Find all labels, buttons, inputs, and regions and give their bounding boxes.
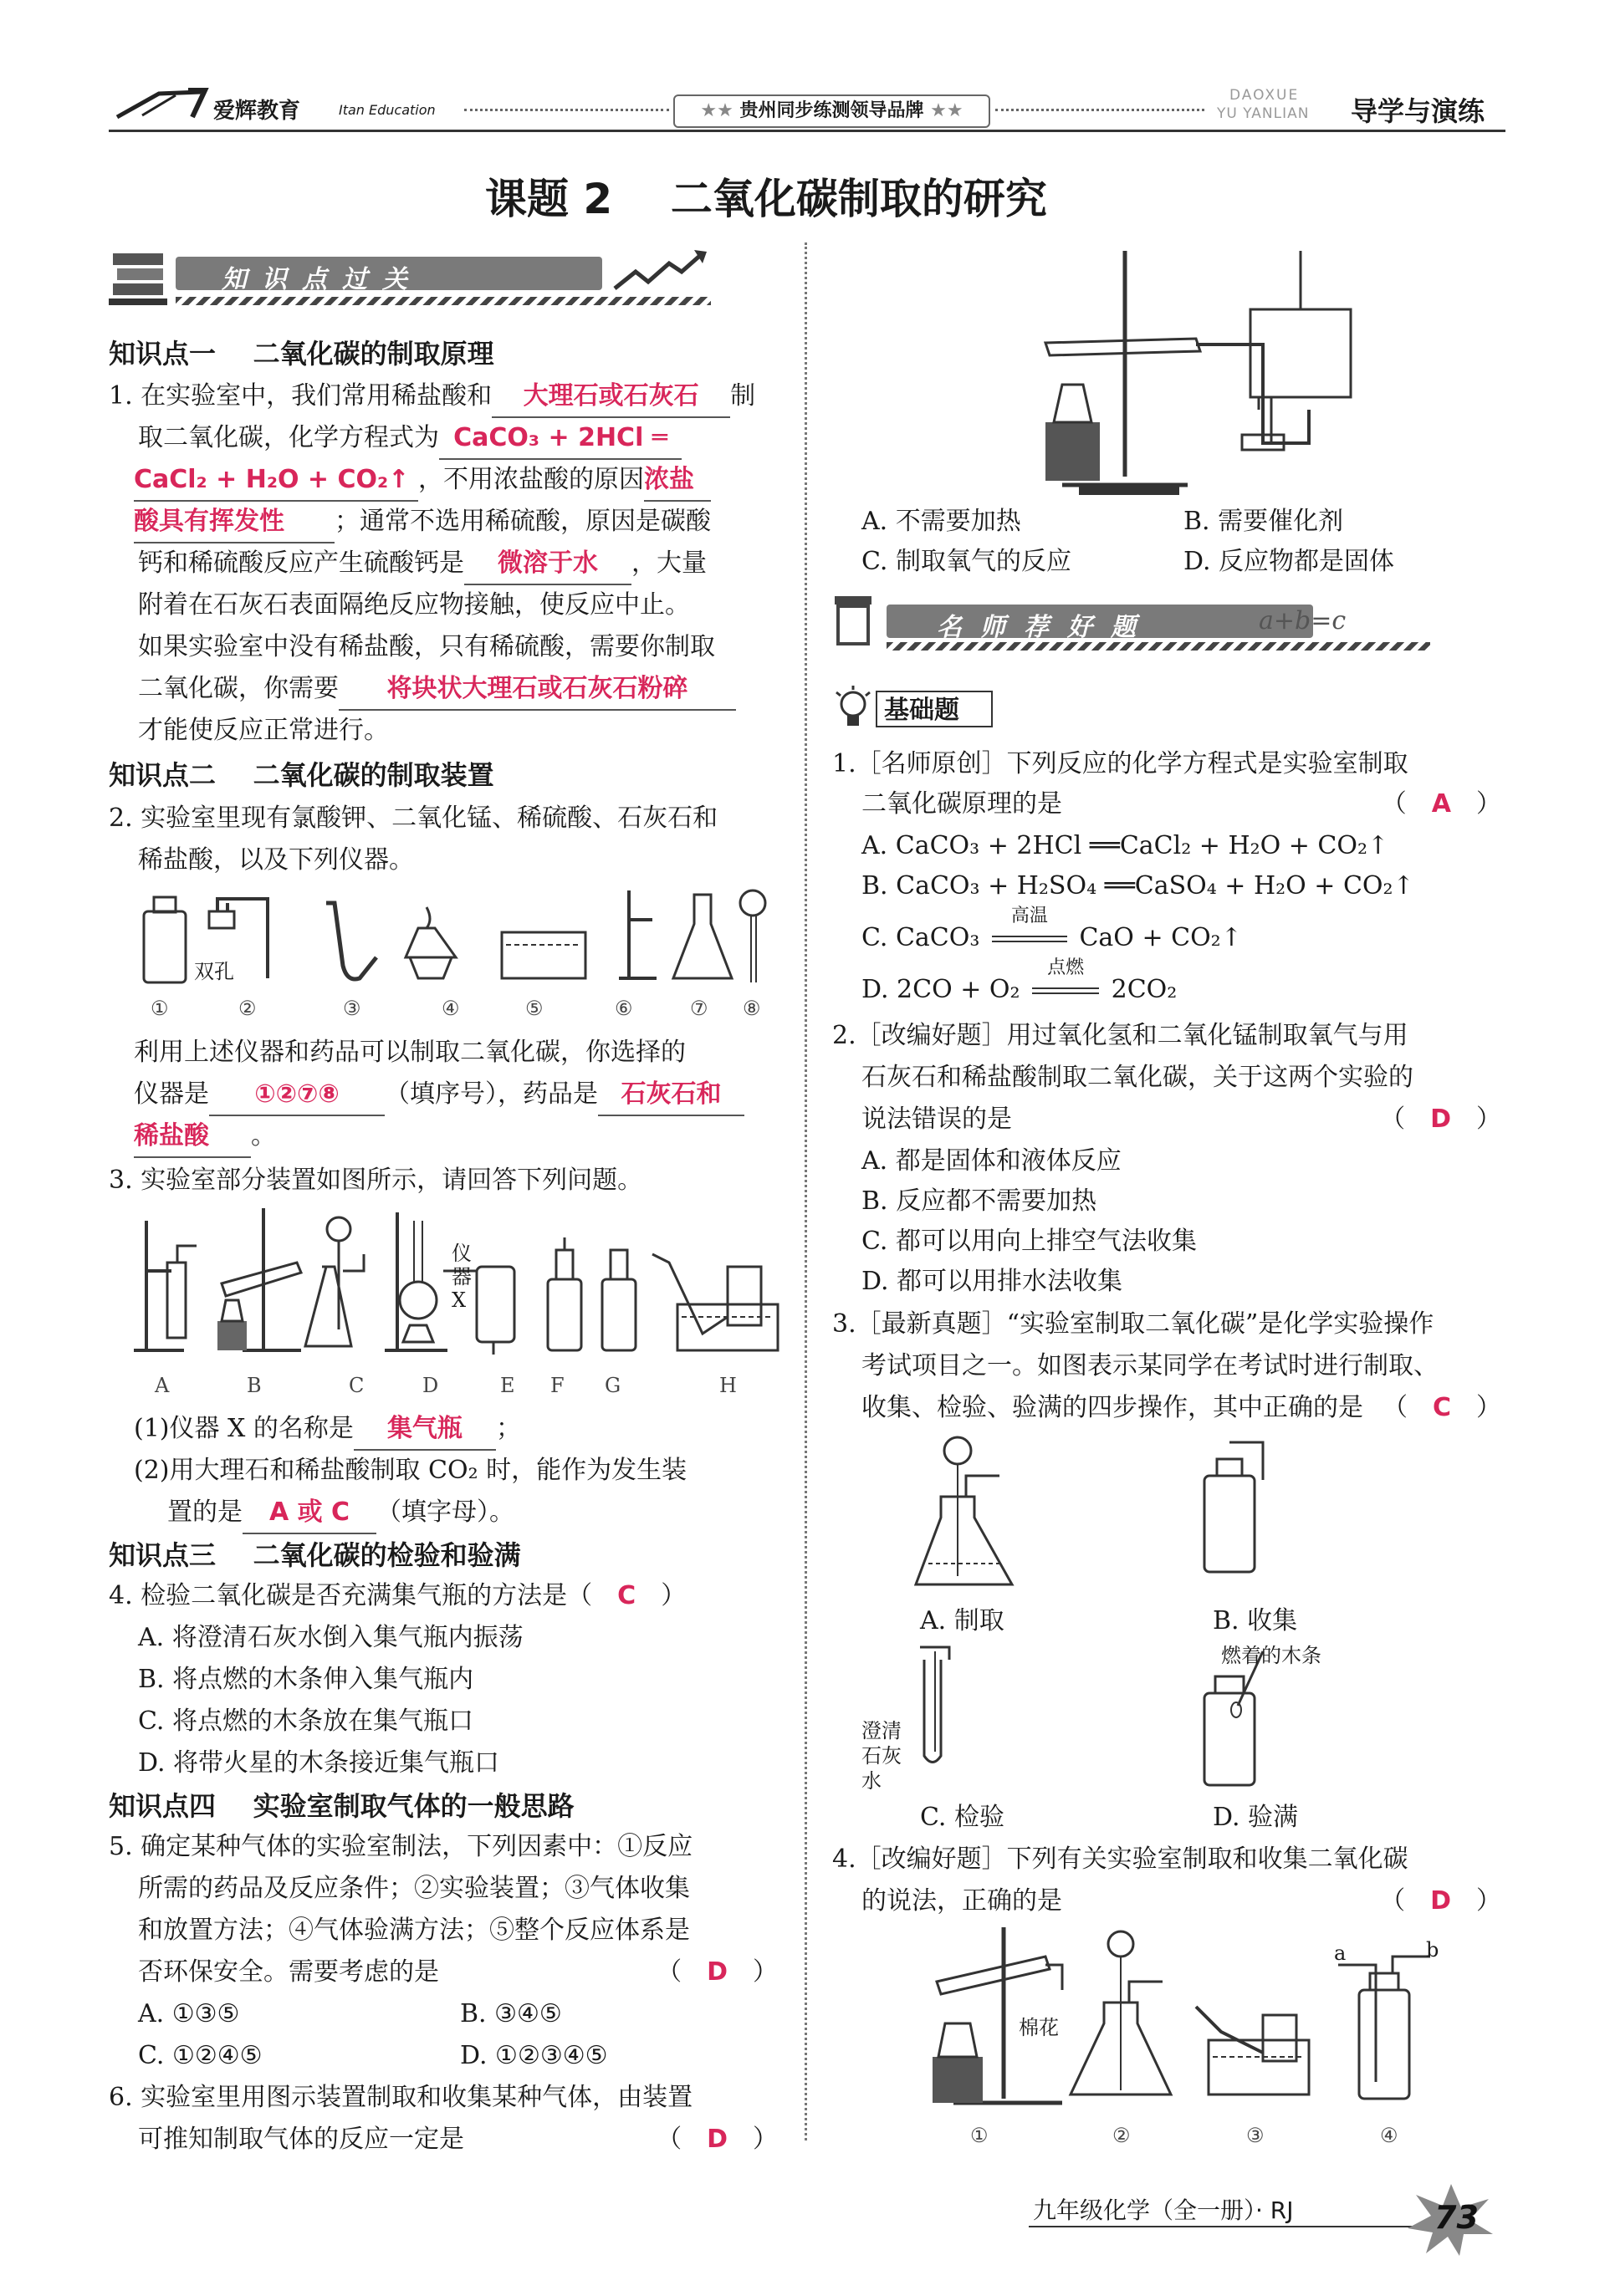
q5-line1: 5. 确定某种气体的实验室制法，下列因素中：①反应 bbox=[109, 1832, 693, 1861]
rq4-line1: 4.［改编好题］下列有关实验室制取和收集二氧化碳 bbox=[832, 1844, 1408, 1874]
header-dotted-line-left bbox=[464, 109, 669, 111]
slogan-text: 贵州同步练测领导品牌 bbox=[739, 100, 924, 121]
rq3-caption-a: A. 制取 bbox=[920, 1606, 1004, 1635]
q5-line3: 和放置方法；④气体验满方法；⑤整个反应体系是 bbox=[138, 1916, 690, 1945]
answer-paren: （ D ） bbox=[1380, 1105, 1501, 1134]
answer-blank: 稀盐酸 bbox=[134, 1116, 251, 1158]
iron-stand-icon bbox=[619, 890, 657, 978]
rq1-text: 二氧化碳原理的是 bbox=[861, 789, 1062, 819]
answer-paren: （ D ） bbox=[657, 1957, 778, 1987]
star-icon: ★★ bbox=[923, 100, 963, 121]
instrument-number: ③ bbox=[343, 997, 361, 1020]
banner-title: 名师荐好题 bbox=[937, 613, 1154, 642]
pinyin-top: DAOXUE bbox=[1229, 87, 1300, 104]
rq1-text: CaO + CO₂↑ bbox=[1079, 923, 1242, 952]
flask-setup-icon bbox=[916, 1437, 1012, 1584]
option-number: ② bbox=[1112, 2124, 1131, 2147]
burning-stick-label: 燃着的木条 bbox=[1221, 1644, 1321, 1667]
footer-rule bbox=[1029, 2226, 1422, 2227]
q4-stem bbox=[109, 1576, 686, 1616]
brand-logo-icon bbox=[109, 84, 209, 125]
rq4-figure bbox=[920, 1923, 1489, 2115]
q4-option-b: B. 将点燃的木条伸入集气瓶内 bbox=[138, 1665, 474, 1694]
q2-text: （填序号），药品是 bbox=[385, 1079, 598, 1109]
q3-text: (1)仪器 X 的名称是 bbox=[134, 1414, 354, 1443]
q6-option-d: D. 反应物都是固体 bbox=[1183, 547, 1395, 576]
q1-text: 钙和稀硫酸反应产生硫酸钙是 bbox=[138, 548, 464, 578]
q1-text: 1. 在实验室中，我们常用稀盐酸和 bbox=[109, 381, 493, 411]
condition-text: 点燃 bbox=[1047, 957, 1085, 978]
option-number: ① bbox=[970, 2124, 989, 2147]
series-name: 导学与演练 bbox=[1351, 95, 1485, 127]
apparatus-h-icon bbox=[652, 1254, 778, 1350]
apparatus-letter: F bbox=[550, 1374, 565, 1397]
rq4-answer: D bbox=[1430, 1886, 1451, 1916]
answer-paren: （ C ） bbox=[567, 1581, 687, 1610]
answer-blank: A 或 C bbox=[243, 1492, 376, 1534]
q6-line2 bbox=[138, 2120, 778, 2160]
apparatus-letter-row bbox=[151, 1374, 753, 1399]
header-dotted-line-right bbox=[995, 109, 1204, 111]
q4-option-a: A. 将澄清石灰水倒入集气瓶内振荡 bbox=[138, 1623, 524, 1652]
section-banner-teacher bbox=[828, 589, 1434, 656]
q2-line5 bbox=[134, 1116, 276, 1158]
instrument-number: ② bbox=[238, 997, 257, 1020]
banner-formula: a+b=c bbox=[1259, 606, 1347, 635]
slogan-box bbox=[673, 94, 990, 128]
answer-blank: CaCO₃ + 2HCl ═ bbox=[439, 418, 682, 460]
q1-line9: 才能使反应正常进行。 bbox=[138, 716, 389, 745]
rq4-number-row bbox=[970, 2124, 1439, 2149]
q1-text: ；通常不选用稀硫酸，原因是碳酸 bbox=[335, 507, 711, 536]
q6-option-a: A. 不需要加热 bbox=[861, 507, 1021, 536]
q2-line4 bbox=[134, 1074, 744, 1116]
rq2-option-a: A. 都是固体和液体反应 bbox=[861, 1146, 1122, 1176]
section-banner-knowledge bbox=[109, 247, 715, 314]
rq1-line1: 1.［名师原创］下列反应的化学方程式是实验室制取 bbox=[832, 749, 1408, 778]
apparatus-letter: G bbox=[605, 1374, 621, 1397]
answer-blank: 石灰石和 bbox=[598, 1074, 744, 1116]
column-divider bbox=[805, 242, 807, 2140]
answer-blank: 将块状大理石或石灰石粉碎 bbox=[339, 669, 736, 711]
answer-blank: 大理石或石灰石 bbox=[492, 376, 730, 418]
rq2-line3 bbox=[861, 1100, 1501, 1140]
bottle-icon bbox=[144, 897, 186, 982]
q3-sub2: (2)用大理石和稀盐酸制取 CO₂ 时，能作为发生装 bbox=[134, 1456, 687, 1485]
apparatus-g-icon bbox=[602, 1250, 636, 1350]
instrument-number: ⑧ bbox=[743, 997, 761, 1020]
q5-answer: D bbox=[707, 1957, 728, 1987]
q5-option-c: C. ①②④⑤ bbox=[138, 2041, 263, 2070]
q6-line1: 6. 实验室里用图示装置制取和收集某种气体，由装置 bbox=[109, 2083, 693, 2112]
answer-paren: （ A ） bbox=[1381, 789, 1501, 819]
apparatus-letter: D bbox=[422, 1374, 439, 1397]
option-number: ④ bbox=[1380, 2124, 1398, 2147]
rq1-text: 2CO₂ bbox=[1111, 975, 1178, 1004]
q6-text: 可推知制取气体的反应一定是 bbox=[138, 2125, 464, 2154]
q2-text: 仪器是 bbox=[134, 1079, 209, 1109]
tube-label-b: b bbox=[1426, 1938, 1439, 1962]
apparatus-letter: A bbox=[155, 1374, 170, 1397]
reaction-condition bbox=[1028, 957, 1103, 1010]
banner-title: 知识点过关 bbox=[222, 265, 422, 294]
rq2-line1: 2.［改编好题］用过氧化氢和二氧化锰制取氧气与用 bbox=[832, 1021, 1408, 1050]
apparatus-f-icon bbox=[548, 1237, 581, 1350]
rq4-line2 bbox=[861, 1881, 1501, 1921]
conical-flask-icon bbox=[673, 895, 732, 978]
q5-line4 bbox=[138, 1952, 778, 1992]
gas-bottle-icon bbox=[1204, 1442, 1263, 1572]
q5-option-d: D. ①②③④⑤ bbox=[460, 2041, 608, 2070]
q2-line2: 稀盐酸，以及下列仪器。 bbox=[138, 845, 414, 875]
q6-apparatus-figure bbox=[1020, 242, 1455, 502]
apparatus-a-icon bbox=[134, 1221, 197, 1350]
q6-option-b: B. 需要催化剂 bbox=[1183, 507, 1344, 536]
brand-name: 爱辉教育 bbox=[213, 99, 301, 124]
condition-text: 高温 bbox=[1010, 906, 1048, 926]
rq1-answer: A bbox=[1431, 789, 1451, 819]
apparatus-letter: E bbox=[500, 1374, 515, 1397]
banner-stripes bbox=[887, 642, 1430, 651]
page-title: 课题 2 二氧化碳制取的研究 bbox=[485, 175, 1047, 223]
q3-sub1 bbox=[134, 1409, 521, 1451]
instrument-number: ⑤ bbox=[525, 997, 544, 1020]
rq3-text: 收集、检验、验满的四步操作，其中正确的是 bbox=[861, 1393, 1363, 1422]
q6-option-c: C. 制取氧气的反应 bbox=[861, 547, 1071, 576]
answer-paren: （ C ） bbox=[1382, 1393, 1501, 1422]
q1-line5 bbox=[138, 543, 707, 585]
answer-paren: （ D ） bbox=[657, 2125, 778, 2154]
apparatus-b-icon bbox=[217, 1208, 301, 1350]
kp2-heading: 知识点二 二氧化碳的制取装置 bbox=[109, 759, 494, 791]
instrument-number-row bbox=[151, 997, 769, 1022]
trough-icon bbox=[502, 932, 585, 978]
lightbulb-icon bbox=[832, 686, 874, 732]
q1-line7: 如果实验室中没有稀盐酸，只有稀硫酸，需要你制取 bbox=[138, 632, 715, 661]
cotton-label: 棉花 bbox=[1019, 2016, 1059, 2039]
flask-funnel-icon bbox=[1071, 1931, 1171, 2094]
q1-line2 bbox=[138, 418, 682, 460]
funnel-icon bbox=[740, 890, 765, 982]
rq3-caption-d: D. 验满 bbox=[1213, 1803, 1299, 1832]
brand-en: Itan Education bbox=[339, 102, 436, 118]
trash-bin-icon bbox=[828, 589, 878, 648]
books-icon bbox=[109, 247, 171, 309]
banner-stripes bbox=[176, 297, 711, 305]
kp3-heading: 知识点三 二氧化碳的检验和验满 bbox=[109, 1539, 521, 1571]
two-hole-label: 双孔 bbox=[194, 960, 234, 983]
q1-text: 取二氧化碳，化学方程式为 bbox=[138, 423, 439, 452]
test-tube-icon bbox=[920, 1647, 949, 1763]
alcohol-lamp-icon bbox=[406, 907, 456, 978]
double-line-arrow bbox=[992, 936, 1067, 942]
q3-text: （填字母）。 bbox=[376, 1498, 514, 1527]
q1-line3 bbox=[134, 460, 711, 502]
page-number: 73 bbox=[1434, 2199, 1479, 2236]
rq3-line2: 考试项目之一。如图表示某同学在考试时进行制取、 bbox=[861, 1351, 1439, 1380]
footer bbox=[1029, 2182, 1505, 2258]
rq2-option-b: B. 反应都不需要加热 bbox=[861, 1186, 1097, 1216]
answer-blank: CaCl₂ + H₂O + CO₂↑ bbox=[134, 460, 418, 502]
q5-option-b: B. ③④⑤ bbox=[460, 1999, 562, 2028]
instrument-number: ⑦ bbox=[690, 997, 708, 1020]
header bbox=[0, 0, 1610, 142]
q1-text: ，不用浓盐酸的原因 bbox=[418, 465, 644, 494]
q4-option-d: D. 将带火星的木条接近集气瓶口 bbox=[138, 1748, 500, 1778]
q6-answer: D bbox=[707, 2125, 728, 2154]
rq1-text: D. 2CO + O₂ bbox=[861, 975, 1020, 1004]
rq3-line3 bbox=[861, 1388, 1501, 1428]
apparatus-c-icon bbox=[305, 1217, 364, 1346]
q4-option-c: C. 将点燃的木条放在集气瓶口 bbox=[138, 1707, 473, 1736]
pinyin-bottom: YU YANLIAN bbox=[1217, 105, 1310, 122]
rq1-text: C. CaCO₃ bbox=[861, 923, 980, 952]
q4-answer: C bbox=[617, 1581, 636, 1610]
rq1-line2 bbox=[861, 784, 1501, 824]
star-icon: ★★ bbox=[700, 100, 740, 121]
basic-label: 基础题 bbox=[876, 691, 993, 727]
answer-blank: 集气瓶 bbox=[354, 1409, 496, 1451]
q3-text: 置的是 bbox=[167, 1498, 243, 1527]
bent-tube-icon bbox=[326, 903, 376, 979]
option-number: ③ bbox=[1246, 2124, 1265, 2147]
q2-line1: 2. 实验室里现有氯酸钾、二氧化锰、稀硫酸、石灰石和 bbox=[109, 804, 718, 833]
q5-option-a: A. ①③⑤ bbox=[138, 1999, 240, 2028]
rq2-line2: 石灰石和稀盐酸制取二氧化碳，关于这两个实验的 bbox=[861, 1063, 1413, 1092]
rq3-line1: 3.［最新真题］“实验室制取二氧化碳”是化学实验操作 bbox=[832, 1309, 1434, 1339]
water-trough-icon bbox=[1196, 2007, 1309, 2094]
apparatus-letter: B bbox=[247, 1374, 262, 1397]
footer-book: 九年级化学（全一册）· RJ bbox=[1033, 2197, 1294, 2224]
answer-paren: （ D ） bbox=[1380, 1886, 1501, 1916]
q1-line1 bbox=[109, 376, 755, 418]
limewater-label: 澄清石灰水 bbox=[861, 1719, 902, 1793]
kp1-heading: 知识点一 二氧化碳的制取原理 bbox=[109, 338, 494, 370]
rq3-caption-c: C. 检验 bbox=[920, 1803, 1004, 1832]
rq1-option-b: B. CaCO₃ + H₂SO₄ ══CaSO₄ + H₂O + CO₂↑ bbox=[861, 871, 1414, 901]
rq4-text: 的说法，正确的是 bbox=[861, 1886, 1062, 1916]
instrument-number: ① bbox=[151, 997, 169, 1020]
tube-label-a: a bbox=[1334, 1941, 1347, 1965]
q1-line6: 附着在石灰石表面隔绝反应物接触，使反应中止。 bbox=[138, 590, 690, 620]
q5-text: 否环保安全。需要考虑的是 bbox=[138, 1957, 439, 1987]
q2-text: 。 bbox=[251, 1121, 276, 1151]
trend-arrow-icon bbox=[611, 247, 711, 297]
rq3-answer: C bbox=[1432, 1393, 1451, 1422]
rq2-answer: D bbox=[1430, 1105, 1451, 1134]
rq1-option-d bbox=[861, 957, 1178, 1010]
answer-blank: 微溶于水 bbox=[464, 543, 631, 585]
basic-label-box bbox=[832, 686, 999, 732]
apparatus-d-icon bbox=[385, 1212, 447, 1350]
q3-text: ； bbox=[495, 1414, 521, 1443]
q1-line4 bbox=[134, 502, 711, 543]
answer-blank: 浓盐 bbox=[644, 460, 711, 502]
q4-text: 4. 检验二氧化碳是否充满集气瓶的方法是 bbox=[109, 1581, 568, 1610]
q1-text: ，大量 bbox=[631, 548, 707, 578]
q5-line2: 所需的药品及反应条件；②实验装置；③气体收集 bbox=[138, 1874, 690, 1903]
answer-blank: ①②⑦⑧ bbox=[209, 1074, 385, 1116]
q1-line8 bbox=[138, 669, 736, 711]
apparatus-letter: H bbox=[719, 1374, 737, 1397]
gas-bottle-match-icon bbox=[1204, 1651, 1263, 1785]
q1-text: 制 bbox=[730, 381, 756, 411]
answer-blank: 酸具有挥发性 bbox=[134, 502, 335, 543]
instrument-number: ④ bbox=[442, 997, 460, 1020]
apparatus-letter: C bbox=[349, 1374, 365, 1397]
two-tube-bottle-icon bbox=[1338, 1957, 1430, 2099]
rq2-option-c: C. 都可以用向上排空气法收集 bbox=[861, 1227, 1197, 1256]
rq2-text: 说法错误的是 bbox=[861, 1105, 1012, 1134]
rq1-option-a: A. CaCO₃ + 2HCl ══CaCl₂ + H₂O + CO₂↑ bbox=[861, 831, 1389, 860]
rq3-caption-b: B. 收集 bbox=[1213, 1606, 1298, 1635]
header-rule bbox=[109, 130, 1505, 132]
q1-text: 二氧化碳，你需要 bbox=[138, 674, 339, 703]
q2-line3: 利用上述仪器和药品可以制取二氧化碳，你选择的 bbox=[134, 1038, 686, 1067]
instrument-x-label: 仪器X bbox=[452, 1242, 472, 1312]
double-line-arrow bbox=[1032, 987, 1099, 994]
q3-sub2b bbox=[167, 1492, 514, 1534]
instrument-number: ⑥ bbox=[615, 997, 633, 1020]
q3-line1: 3. 实验室部分装置如图所示，请回答下列问题。 bbox=[109, 1166, 643, 1195]
rq2-option-d: D. 都可以用排水法收集 bbox=[861, 1267, 1123, 1296]
kp4-heading: 知识点四 实验室制取气体的一般思路 bbox=[109, 1790, 575, 1822]
